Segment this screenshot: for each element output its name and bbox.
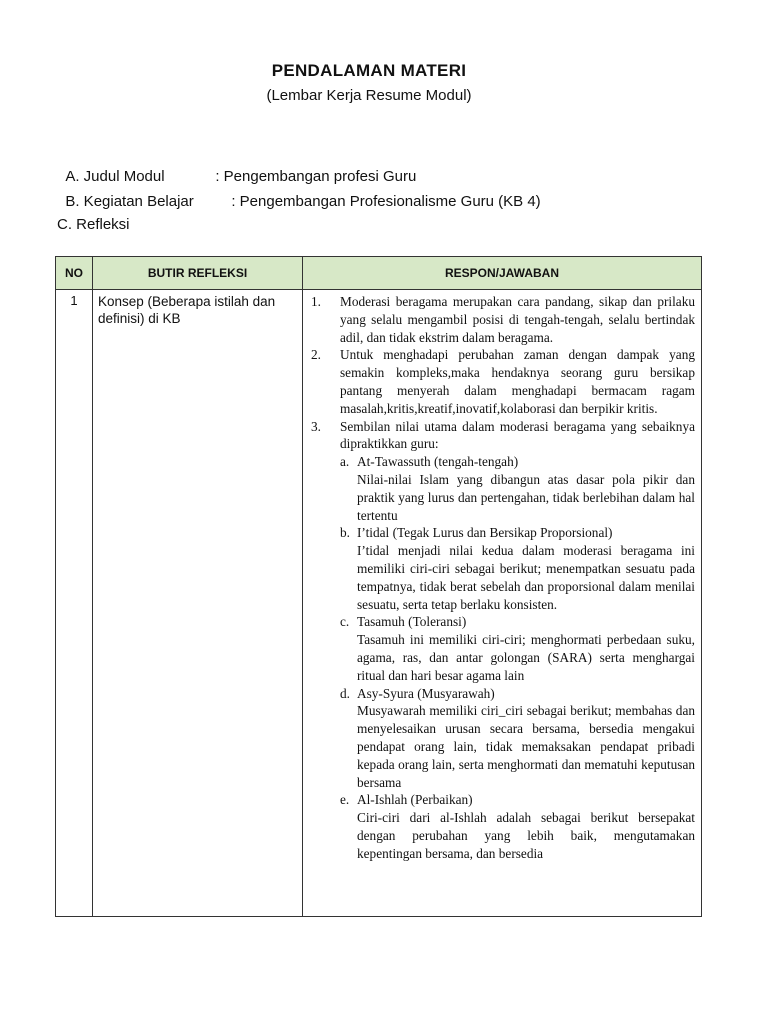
butir-text: Konsep (Beberapa istilah dan definisi) di KB [93, 290, 303, 917]
value-description: I’tidal menjadi nilai kedua dalam moderasi beragama ini memiliki ciri-ciri sebagai berikut; menempatkan sesuatu pada tempatnya, tidak berat sebelah dan proporsional dalam menilai sesuatu, serta tetap berlaku konsisten. [357, 543, 695, 612]
section-heading: C. Refleksi [57, 216, 130, 233]
response-text: Sembilan nilai utama dalam moderasi beragama yang sebaiknya dipraktikkan guru: [340, 418, 695, 452]
value-body [357, 453, 695, 524]
reflection-table [55, 256, 702, 917]
value-body [357, 791, 695, 862]
value-letter: e. [340, 792, 350, 808]
value-body [357, 524, 695, 613]
value-description: Nilai-nilai Islam yang dibangun atas dasar pola pikir dan praktik yang lurus dan pertengahan, tidak berlebihan dalam hal tertentu [357, 471, 695, 523]
value-heading: Asy-Syura (Musyarawah) [357, 685, 495, 701]
response-text: Untuk menghadapi perubahan zaman dengan dampak yang semakin kompleks,maka hendaknya seorang guru bersikap pantang menyerah dalam menghadapi bermacam ragam masalah,kritis,kreatif,inovatif,kolaborasi dan berpikir kritis. [340, 347, 695, 416]
row-number: 1 [56, 290, 93, 917]
column-header-respon: RESPON/JAWABAN [303, 257, 702, 290]
value-item [340, 791, 695, 862]
info-value: : Pengembangan profesi Guru [215, 168, 417, 185]
response-content [303, 290, 701, 916]
response-text: Moderasi beragama merupakan cara pandang, sikap dan prilaku yang selalu mengambil posisi di tengah-tengah, selalu bertindak adil, dan tidak ekstrim dalam beragama. [340, 294, 695, 345]
response-number: 3. [311, 418, 321, 434]
value-heading: At-Tawassuth (tengah-tengah) [357, 454, 519, 470]
value-item [340, 613, 695, 684]
info-value: : Pengembangan Profesionalisme Guru (KB 4) [231, 193, 541, 210]
value-description: Tasamuh ini memiliki ciri-ciri; menghormati perbedaan suku, agama, ras, dan antar golongan (SARA) serta menghargai ritual dan hari besar agama lain [357, 632, 695, 683]
value-item [340, 524, 695, 613]
value-item [340, 685, 695, 792]
info-label: A. Judul Modul [65, 168, 165, 185]
response-item [311, 346, 695, 417]
value-item [340, 453, 695, 524]
response-number: 1. [311, 294, 321, 309]
value-body [357, 613, 695, 684]
value-body [357, 685, 695, 792]
value-letter: d. [340, 685, 350, 701]
table-row [56, 290, 702, 917]
value-letter: c. [340, 614, 350, 630]
column-header-butir: BUTIR REFLEKSI [93, 257, 303, 290]
page-subtitle: (Lembar Kerja Resume Modul) [266, 87, 472, 104]
value-letter: b. [340, 525, 350, 541]
info-row-kegiatan-belajar [57, 176, 541, 210]
value-heading: Al-Ishlah (Perbaikan) [357, 792, 473, 808]
value-heading: Tasamuh (Toleransi) [357, 614, 467, 630]
value-heading: I’tidal (Tegak Lurus dan Bersikap Proporsional) [357, 525, 613, 541]
response-cell [303, 290, 702, 917]
response-item [311, 293, 695, 346]
response-body [340, 418, 695, 863]
response-number: 2. [311, 347, 321, 363]
table-header-row [56, 257, 702, 290]
value-description: Musyawarah memiliki ciri_ciri sebagai berikut; membahas dan menyelesaikan urusan secara bersama, bersedia mengakui pendapat orang lain, tidak memaksakan pendapat pribadi kepada orang lain, serta menghormati dan mematuhi keputusan bersama [357, 703, 695, 790]
info-label: B. Kegiatan Belajar [65, 193, 194, 210]
response-item [311, 418, 695, 863]
column-header-no: NO [56, 257, 93, 290]
value-description: Ciri-ciri dari al-Ishlah adalah sebagai berikut bersepakat dengan perubahan yang lebih baik, mengutamakan kepentingan bersama, dan bersedia [357, 810, 695, 861]
page-title: PENDALAMAN MATERI [271, 61, 467, 80]
value-letter: a. [340, 454, 350, 470]
